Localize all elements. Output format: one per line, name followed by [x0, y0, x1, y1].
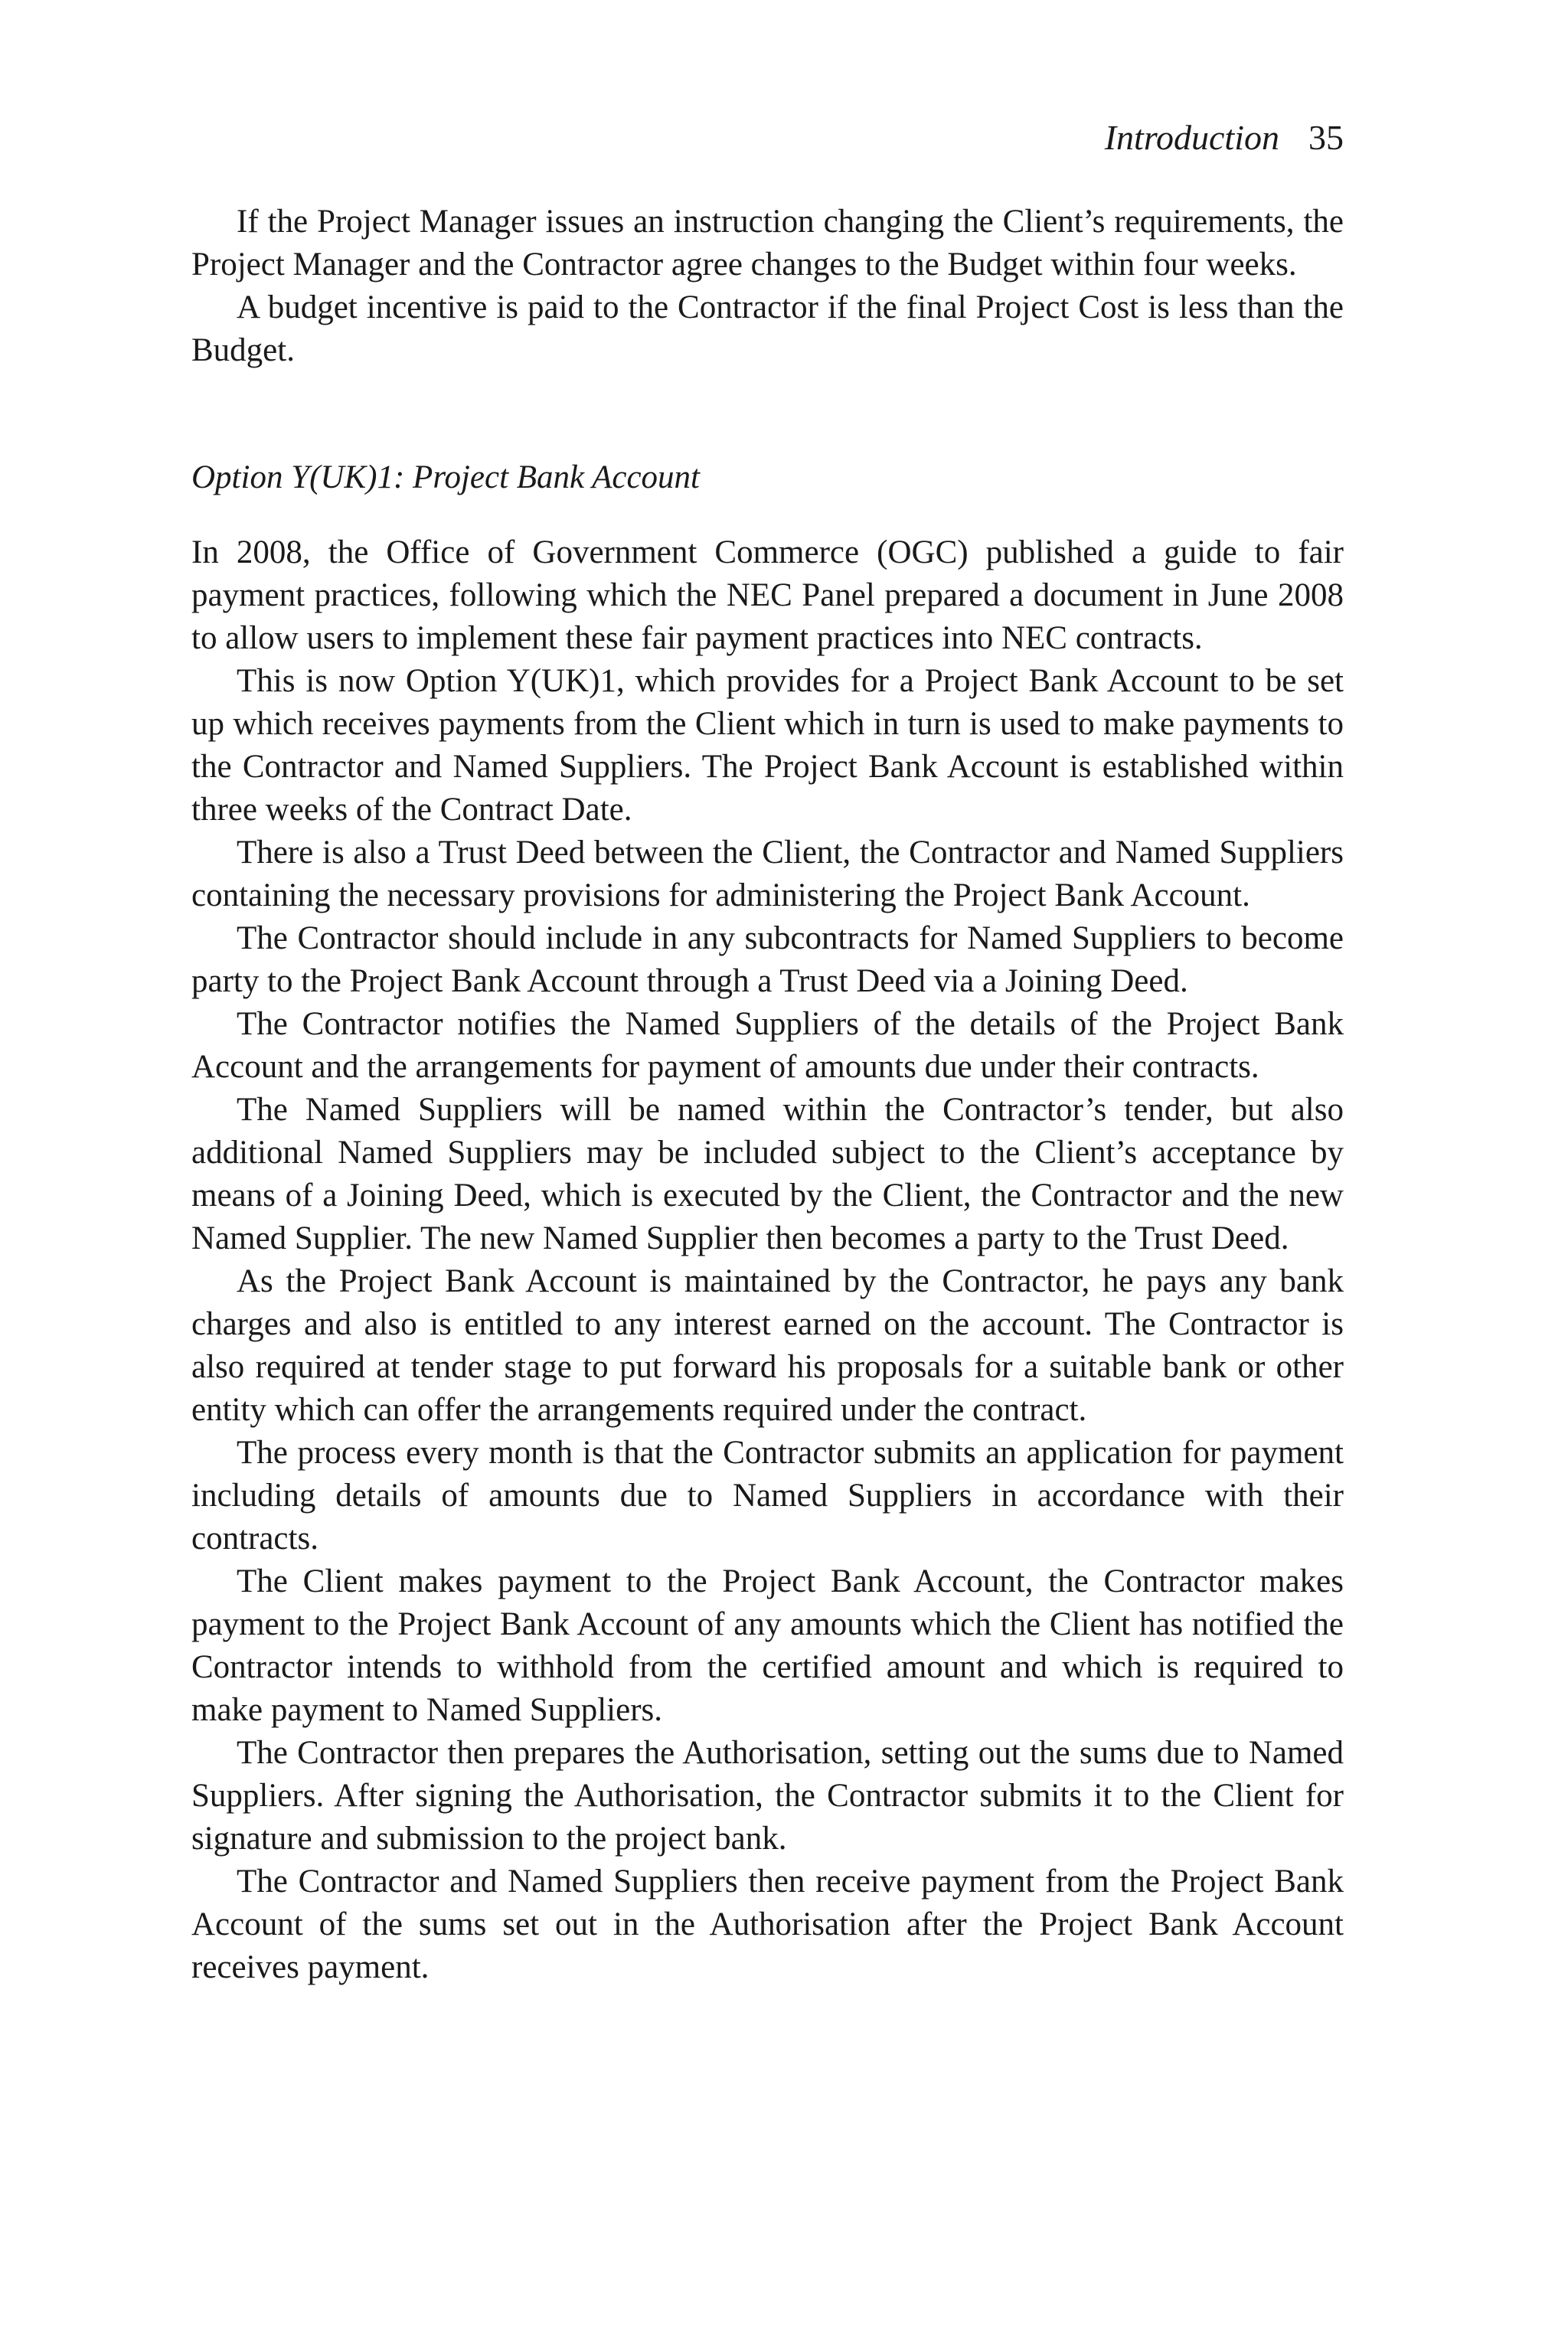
- page-number: 35: [1308, 118, 1344, 157]
- body-paragraph: The Contractor then prepares the Authorisation, setting out the sums due to Named Suppliers. After signing the Authorisation, the Contractor submits it to the Client for signature and submission to the project bank.: [191, 1735, 1344, 1857]
- running-head: [191, 115, 1344, 161]
- intro-paragraph: If the Project Manager issues an instruction changing the Client’s requirements, the Project Manager and the Contractor agree changes to the Budget within four weeks.: [191, 204, 1344, 283]
- section-heading: Option Y(UK)1: Project Bank Account: [191, 459, 700, 495]
- intro-paragraph: A budget incentive is paid to the Contractor if the final Project Cost is less than the Budget.: [191, 289, 1344, 368]
- body-paragraph: The Contractor notifies the Named Suppliers of the details of the Project Bank Account and the arrangements for payment of amounts due under their contracts.: [191, 1006, 1344, 1085]
- body-paragraph: The Contractor should include in any subcontracts for Named Suppliers to become party to the Project Bank Account through a Trust Deed via a Joining Deed.: [191, 920, 1344, 999]
- body-paragraph: The Client makes payment to the Project Bank Account, the Contractor makes payment to the Project Bank Account of any amounts which the Client has notified the Contractor intends to withhold from the certified amount and which is required to make payment to Named Suppliers.: [191, 1563, 1344, 1728]
- body-paragraph: The Named Suppliers will be named within the Contractor’s tender, but also additional Named Suppliers may be included subject to the Client’s acceptance by means of a Joining Deed, which is executed by the Client, the Contractor and the new Named Supplier. The new Named Supplier then becomes a party to the Trust Deed.: [191, 1092, 1344, 1256]
- body-paragraph: The process every month is that the Contractor submits an application for payment including details of amounts due to Named Suppliers in accordance with their contracts.: [191, 1435, 1344, 1557]
- body-paragraph: In 2008, the Office of Government Commerce (OGC) published a guide to fair payment practices, following which the NEC Panel prepared a document in June 2008 to allow users to implement these fair payment practices into NEC contracts.: [191, 534, 1344, 656]
- body-paragraph: There is also a Trust Deed between the Client, the Contractor and Named Suppliers containing the necessary provisions for administering the Project Bank Account.: [191, 835, 1344, 913]
- body-paragraph: This is now Option Y(UK)1, which provides for a Project Bank Account to be set up which receives payments from the Client which in turn is used to make payments to the Contractor and Named Suppliers. The Project Bank Account is established within three weeks of the Contract Date.: [191, 663, 1344, 828]
- running-head-title: Introduction: [1104, 118, 1279, 157]
- body-paragraph: As the Project Bank Account is maintained by the Contractor, he pays any bank charges and also is entitled to any interest earned on the account. The Contractor is also required at tender stage to put forward his proposals for a suitable bank or other entity which can offer the arrangements required under the contract.: [191, 1263, 1344, 1428]
- body-paragraph: The Contractor and Named Suppliers then receive payment from the Project Bank Account of the sums set out in the Authorisation after the Project Bank Account receives payment.: [191, 1864, 1344, 1985]
- book-page: [191, 115, 1344, 1989]
